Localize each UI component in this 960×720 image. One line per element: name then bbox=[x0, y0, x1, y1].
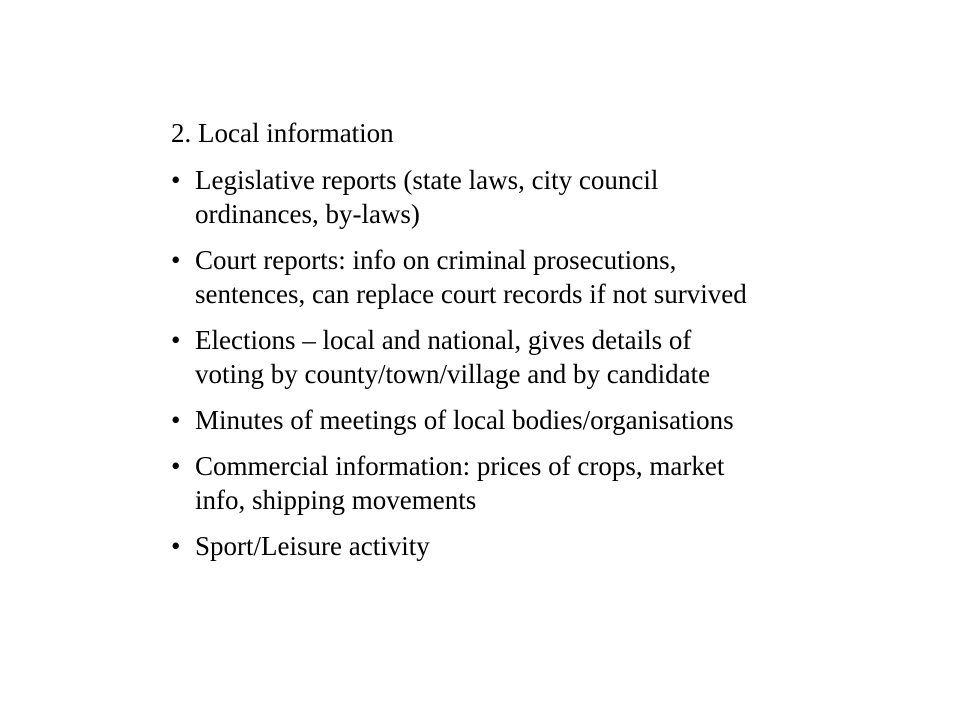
bullet-icon: • bbox=[171, 451, 181, 481]
bullet-text-line: Minutes of meetings of local bodies/organisations bbox=[195, 405, 734, 435]
bullet-text-line: Commercial information: prices of crops, market bbox=[195, 451, 725, 481]
bullet-item-court-reports bbox=[171, 243, 871, 311]
bullet-item-legislative-reports bbox=[171, 163, 871, 231]
slide-heading: 2. Local information bbox=[171, 118, 394, 148]
bullet-text-line: Elections – local and national, gives details of bbox=[195, 325, 692, 355]
bullet-text-line: voting by county/town/village and by candidate bbox=[195, 359, 711, 389]
bullet-item-minutes-of-meetings bbox=[171, 403, 871, 437]
bullet-icon: • bbox=[171, 165, 181, 195]
bullet-item-sport-leisure bbox=[171, 529, 871, 563]
bullet-icon: • bbox=[171, 531, 181, 561]
bullet-item-elections bbox=[171, 323, 871, 391]
bullet-item-commercial-information bbox=[171, 449, 871, 517]
bullet-text-line: Legislative reports (state laws, city council bbox=[195, 165, 659, 195]
bullet-text-line: sentences, can replace court records if not survived bbox=[195, 279, 747, 309]
bullet-text-line: info, shipping movements bbox=[195, 485, 477, 515]
bullet-text-line: Court reports: info on criminal prosecutions, bbox=[195, 245, 677, 275]
bullet-text-line: Sport/Leisure activity bbox=[195, 531, 430, 561]
bullet-list bbox=[171, 163, 871, 575]
bullet-text-line: ordinances, by-laws) bbox=[195, 199, 420, 229]
bullet-icon: • bbox=[171, 325, 181, 355]
bullet-icon: • bbox=[171, 405, 181, 435]
bullet-icon: • bbox=[171, 245, 181, 275]
